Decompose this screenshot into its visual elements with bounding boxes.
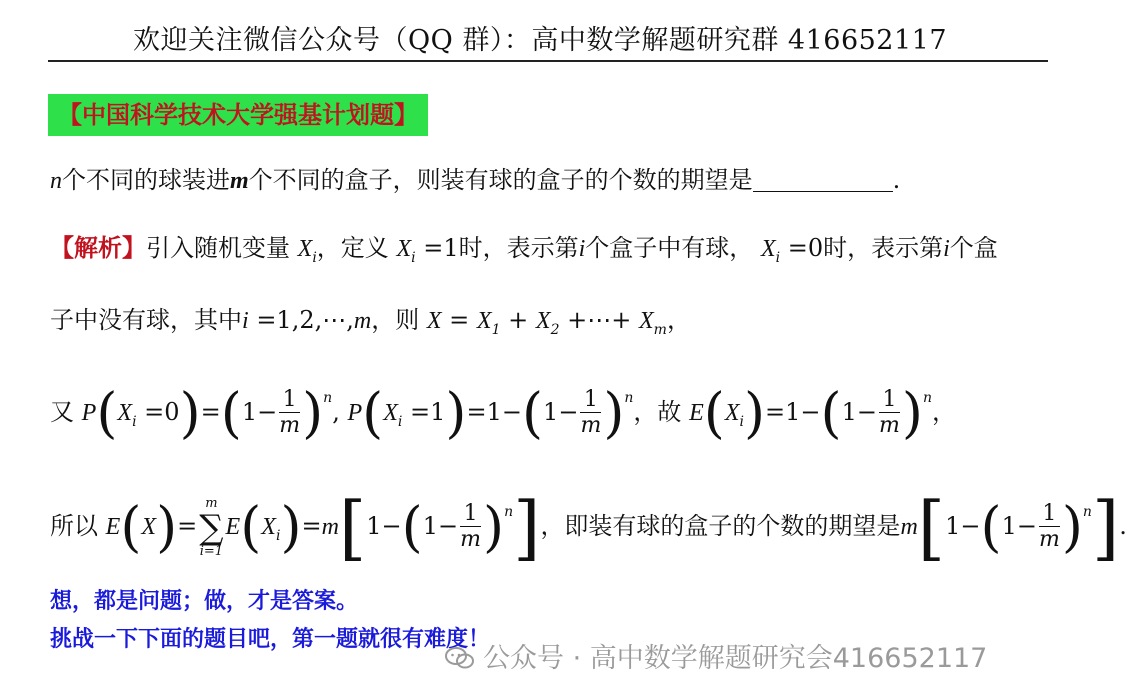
analysis-text: = — [449, 306, 470, 334]
analysis-text: =1时，表示第 — [423, 234, 579, 262]
analysis-text: =0时，表示第 — [787, 234, 944, 262]
analysis-line-4: 所以 E(X)= m ∑ i=1 $E(X_i)=m[1-(1-$ $\frac{1}{m}$ )$^n$]，即装有球的盒子的个数的期望是m[1−(1− $\frac{1}{m}$ )$^n$]. — [50, 486, 1127, 569]
problem-text-1: 个不同的球装进 — [62, 166, 230, 194]
analysis-text: ，定义 — [316, 234, 389, 262]
fraction: $\frac{1}{m}$ — [879, 387, 900, 438]
analysis-text: ，则 — [371, 306, 420, 334]
watermark-text: 公众号 · 高中数学解题研究会416652117 — [483, 643, 988, 674]
problem-statement — [50, 160, 900, 195]
var-n: n — [50, 168, 62, 194]
page-header: 欢迎关注微信公众号（QQ 群）：高中数学解题研究群 416652117 — [132, 25, 948, 56]
analysis-text: 个盒子中有球， — [585, 234, 754, 262]
analysis-text: 子中没有球，其中 — [50, 306, 242, 334]
source-banner: 【中国科学技术大学强基计划题】 — [48, 94, 428, 136]
fraction: $\frac{1}{m}$ — [460, 501, 482, 552]
problem-end: . — [892, 166, 901, 194]
header-divider — [48, 60, 1048, 62]
analysis-text: 故 — [657, 398, 682, 426]
analysis-text: ，即装有球的盒子的个数的期望是 — [540, 512, 901, 540]
analysis-text: 引入随机变量 — [146, 234, 290, 262]
fraction: $\frac{1}{m}$ — [580, 387, 602, 438]
footer-line-2: 挑战一下下面的题目吧，第一题就很有难度！ — [50, 627, 491, 652]
var-m: m — [230, 168, 249, 194]
analysis-text: + — [508, 306, 529, 334]
analysis-line-3: 又 $P(X_i =0)=(1-$ $\frac{1}{m}$ )$^n$, $P(X_i =1)=1-(1-$ $\frac{1}{m}$ )$^n$，故 $E(X_i)=1-(1-$ $\frac{1}{m}$ )$^n$， — [50, 381, 956, 445]
analysis-text: 又 — [50, 398, 74, 426]
analysis-text: =1,2,⋯, — [256, 306, 354, 334]
wechat-icon — [445, 646, 475, 670]
answer-blank — [753, 169, 893, 192]
analysis-text: 个盒 — [949, 234, 998, 262]
fraction: $\frac{1}{m}$ — [279, 387, 301, 438]
analysis-tag: 【解析】 — [50, 233, 146, 262]
analysis-text: +⋯+ — [567, 306, 632, 334]
problem-text-2: 个不同的盒子，则装有球的盒子的个数的期望是 — [248, 166, 753, 194]
analysis-line-1: 【解析】引入随机变量 $X_i$，定义 $X_i =1$时，表示第i个盒子中有球， $X_i =0$时，表示第i个盒 — [50, 233, 998, 266]
analysis-line-2: 子中没有球，其中i =1,2,⋯,m，则 $X = X_1 + X_2$ +⋯+ $X_m$， — [50, 306, 691, 338]
analysis-text: ， — [666, 306, 691, 334]
fraction: $\frac{1}{m}$ — [1038, 501, 1060, 552]
footer-line-1: 想，都是问题；做，才是答案。 — [50, 589, 359, 614]
summation: m ∑ i=1 — [199, 495, 224, 559]
watermark — [445, 636, 987, 675]
analysis-text: 所以 — [50, 512, 98, 540]
